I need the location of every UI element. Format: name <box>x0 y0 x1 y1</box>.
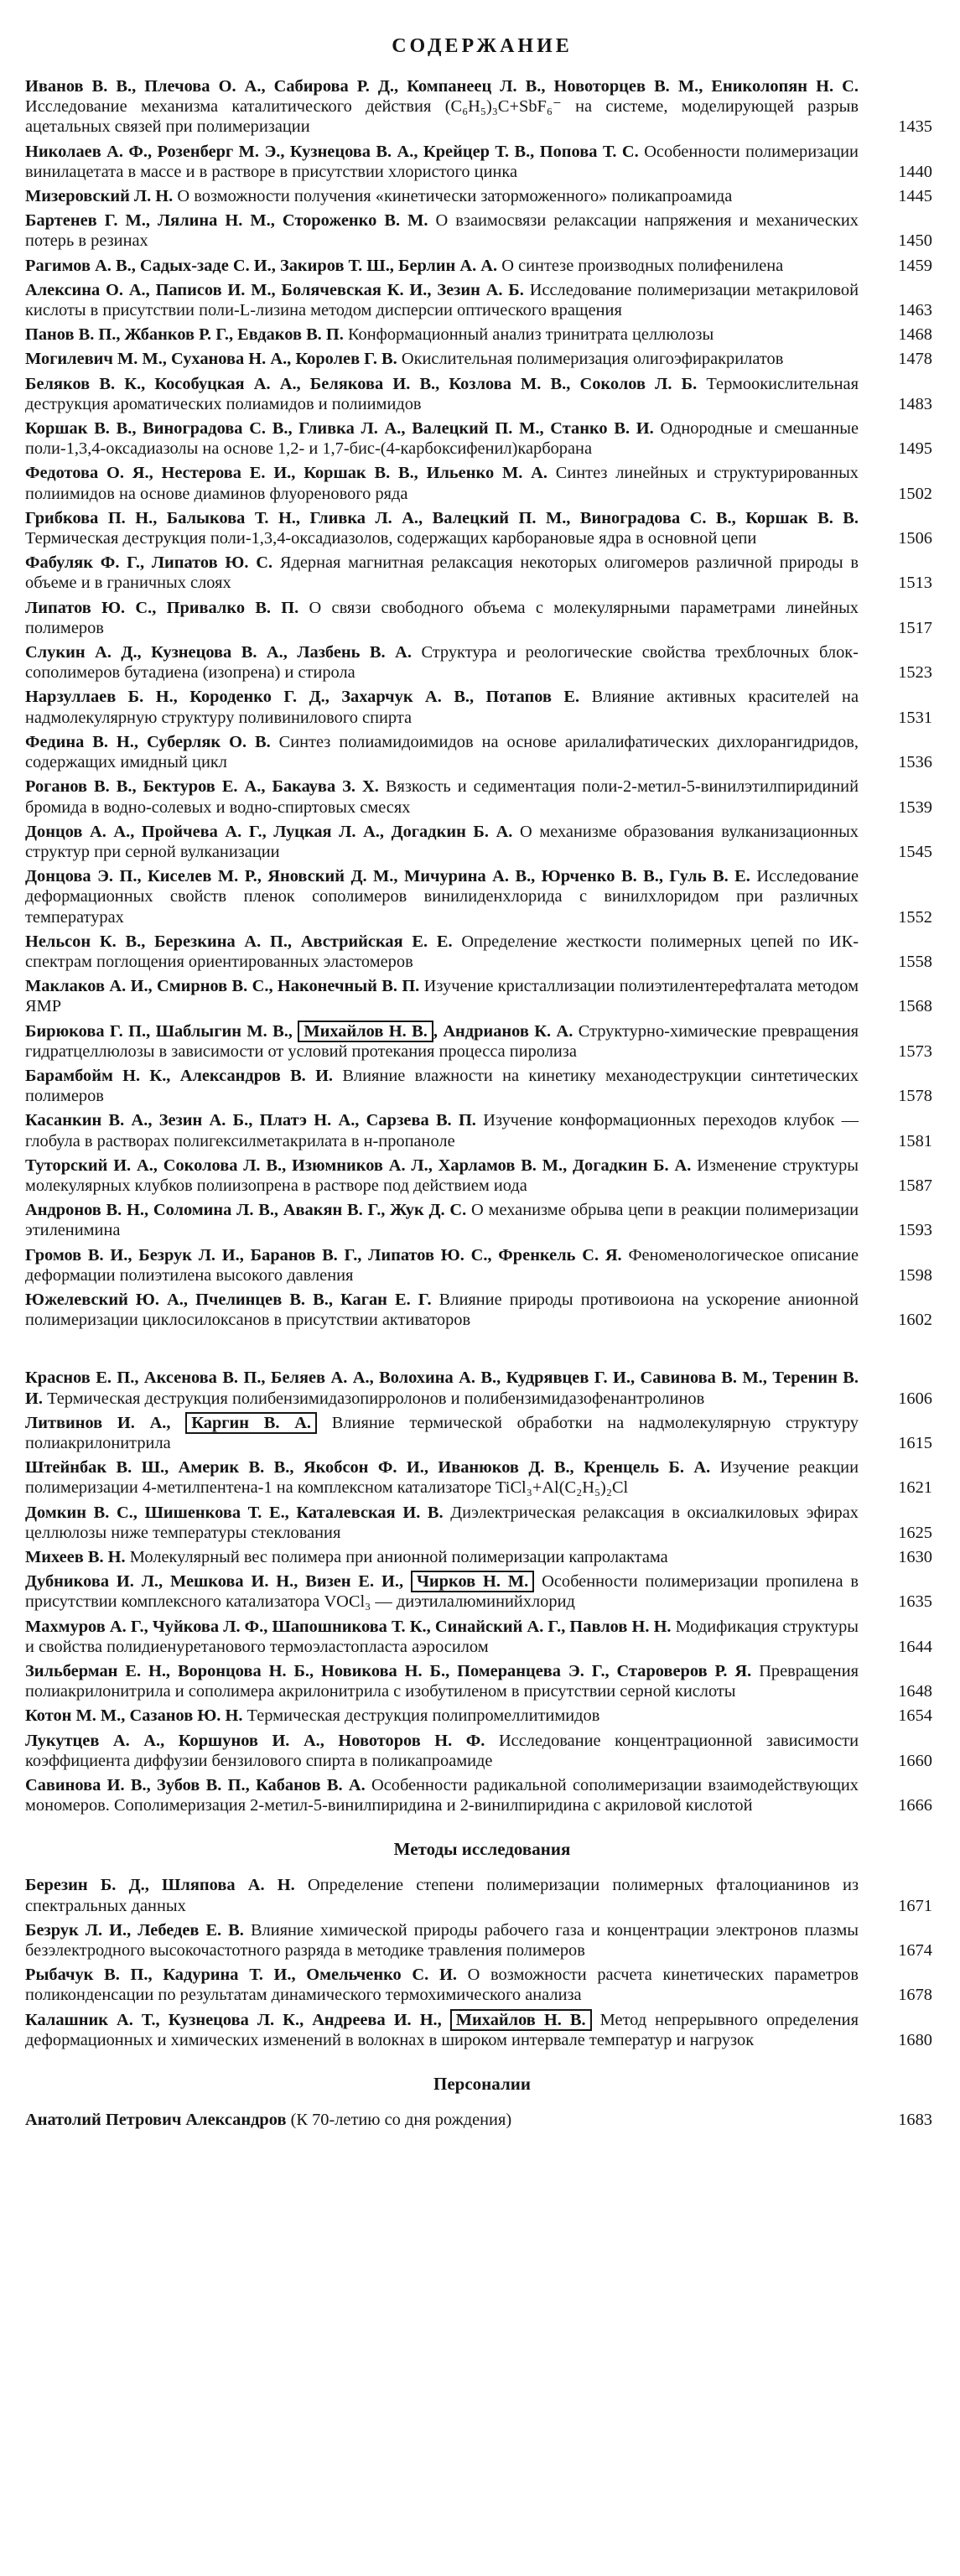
toc-entry[interactable] <box>25 822 939 862</box>
toc-entry[interactable] <box>25 325 939 345</box>
toc-entry[interactable] <box>25 1413 939 1453</box>
entry-authors: Калашник А. Т., Кузнецова Л. К., Андреева И. Н., <box>25 2010 442 2029</box>
toc-entry[interactable] <box>25 1731 939 1771</box>
entry-title: Изучение реакции полимеризации 4-метилпентена-1 на комплексном катализаторе TiCl₃+Al(C₂H₅)₂Cl <box>25 1458 859 1498</box>
entry-title: О механизме обрыва цепи в реакции полимеризации этиленимина <box>25 1201 859 1240</box>
page-number: 1654 <box>898 1706 932 1726</box>
entry-authors: Роганов В. В., Бектуров Е. А., Бакаува З. Х. <box>25 777 379 797</box>
entry-title: Модификация структуры и свойства полидиенуретанового термоэластопласта аэросилом <box>25 1617 859 1656</box>
entry-authors: Андронов В. Н., Соломина Л. В., Авакян В. Г., Жук Д. С. <box>25 1201 467 1220</box>
contents-page <box>25 12 939 2134</box>
entry-title: Диэлектрическая релаксация в оксиалкиловых эфирах целлюлозы ниже температуры стеклования <box>25 1503 859 1542</box>
toc-entry[interactable] <box>25 1571 939 1612</box>
deceased-author-box: Михайлов Н. В. <box>450 2009 592 2031</box>
entry-title: О механизме образования вулканизационных структур при серной вулканизации <box>25 822 859 861</box>
entry-title: Термоокислительная деструкция ароматических полиамидов и полиимидов <box>25 374 859 413</box>
entry-authors: Южелевский Ю. А., Пчелинцев В. В., Каган Е. Г. <box>25 1290 432 1309</box>
entry-title: Окислительная полимеризация олигоэфиракрилатов <box>401 350 784 369</box>
contents-group <box>25 1839 939 2050</box>
page-number: 1445 <box>898 187 932 206</box>
toc-entry[interactable] <box>25 2010 939 2050</box>
toc-entry[interactable] <box>25 1200 939 1240</box>
entry-title: Вязкость и седиментация поли-2-метил-5-винилэтилпиридиний бромида в водно-солевых и водно-спиртовых смесях <box>25 777 859 817</box>
toc-entry[interactable] <box>25 463 939 503</box>
toc-entry[interactable] <box>25 1110 939 1150</box>
page-number: 1630 <box>898 1548 932 1566</box>
page-number: 1587 <box>898 1176 932 1195</box>
toc-entry[interactable] <box>25 1066 939 1106</box>
entry-authors: Липатов Ю. С., Привалко В. П. <box>25 598 299 617</box>
entry-authors: Бартенев Г. М., Лялина Н. М., Стороженко В. М. <box>25 211 428 231</box>
page-number: 1666 <box>898 1796 932 1815</box>
entry-authors: Нельсон К. В., Березкина А. П., Австрийская Е. Е. <box>25 932 453 951</box>
entry-title: Метод непрерывного определения деформационных и химических изменений в волокнах в широком интервале температур и нагрузок <box>25 2010 859 2049</box>
page-number: 1621 <box>898 1478 932 1498</box>
entry-authors: Федотова О. Я., Нестерова Е. И., Коршак В. В., Ильенко М. А. <box>25 464 547 483</box>
page-number: 1578 <box>898 1087 932 1106</box>
entry-title: Синтез линейных и структурированных полиимидов на основе диаминов флуоренового ряда <box>25 464 859 503</box>
toc-entry[interactable] <box>25 508 939 548</box>
toc-entry[interactable] <box>25 598 939 638</box>
entry-title: Структура и реологические свойства трехблочных блок-сополимеров бутадиена (изопрена) и стирола <box>25 643 859 683</box>
entry-authors: Иванов В. В., Плечова О. А., Сабирова Р. Д., Компанеец Л. В., Новоторцев В. М., Ениколопян Н. С. <box>25 77 859 96</box>
page-number: 1674 <box>898 1941 932 1961</box>
entry-authors: Березин Б. Д., Шляпова А. Н. <box>25 1876 295 1895</box>
entry-title: О взаимосвязи релаксации напряжения и механических потерь в резинах <box>25 211 859 251</box>
entry-authors: Беляков В. К., Кособуцкая А. А., Белякова И. В., Козлова М. В., Соколов Л. Б. <box>25 374 698 393</box>
entry-title: Структурно-химические превращения гидратцеллюлозы в зависимости от условий протекания процесса пиролиза <box>25 1021 859 1061</box>
page-number: 1558 <box>898 952 932 971</box>
entry-title: (К 70-летию со дня рождения) <box>290 2111 512 2130</box>
page-number: 1463 <box>898 301 932 320</box>
entry-title: Изменение структуры молекулярных клубков полиизопрена в растворе под действием иода <box>25 1156 859 1195</box>
page-number: 1523 <box>898 663 932 683</box>
toc-entry[interactable] <box>25 186 939 206</box>
entry-authors: Донцов А. А., Пройчева А. Г., Луцкая Л. А., Догадкин Б. А. <box>25 822 513 841</box>
page-number: 1644 <box>898 1637 932 1656</box>
entry-title: О возможности получения «кинетически заторможенного» поликапроамида <box>177 187 733 206</box>
entry-title: Изучение кристаллизации полиэтилентерефталата методом ЯМР <box>25 977 859 1016</box>
page-number: 1581 <box>898 1131 932 1150</box>
toc-entry[interactable] <box>25 1290 939 1330</box>
page-number: 1502 <box>898 484 932 503</box>
toc-entry[interactable] <box>25 256 939 276</box>
entry-title: Изучение конформационных переходов клубок — глобула в растворах полигексилметакрилата в н-пропаноле <box>25 1111 859 1150</box>
toc-entry[interactable] <box>25 1875 939 1915</box>
toc-entry[interactable] <box>25 1503 939 1543</box>
page-number: 1495 <box>898 439 932 459</box>
page-number: 1552 <box>898 907 932 927</box>
entry-title: Влияние влажности на кинетику механодеструкции синтетических полимеров <box>25 1066 859 1106</box>
entry-authors: Коршак В. В., Виноградова С. В., Гливка Л. А., Валецкий П. М., Станко В. И. <box>25 419 654 439</box>
toc-entry[interactable] <box>25 1965 939 2005</box>
entry-title: Термическая деструкция полибензимидазопирролонов и полибензимидазофенантролинов <box>47 1389 705 1408</box>
toc-entry[interactable] <box>25 280 939 320</box>
toc-entry[interactable] <box>25 642 939 683</box>
entry-authors: Слукин А. Д., Кузнецова В. А., Лазбень В. А. <box>25 643 412 662</box>
entry-title: Термическая деструкция полипромеллитимидов <box>246 1706 600 1726</box>
entry-authors: Громов В. И., Безрук Л. И., Баранов В. Г., Липатов Ю. С., Френкель С. Я. <box>25 1245 622 1265</box>
toc-entry[interactable] <box>25 1775 939 1815</box>
entry-authors: Литвинов И. А., <box>25 1413 171 1432</box>
entry-title: Конформационный анализ тринитрата целлюлозы <box>347 325 714 345</box>
entry-authors: Рагимов А. В., Садых-заде С. И., Закиров Т. Ш., Берлин А. А. <box>25 256 498 275</box>
toc-entry[interactable] <box>25 866 939 927</box>
entry-authors: Бирюкова Г. П., Шаблыгин М. В., <box>25 1021 293 1041</box>
entry-title: Определение степени полимеризации полимерных фталоцианинов из спектральных данных <box>25 1876 859 1915</box>
page-number: 1545 <box>898 842 932 861</box>
entry-authors: Махмуров А. Г., Чуйкова Л. Ф., Шапошникова Т. К., Синайский А. Г., Павлов Н. Н. <box>25 1617 672 1636</box>
entry-authors: Лукутцев А. А., Коршунов И. А., Новоторов Н. Ф. <box>25 1731 485 1750</box>
entry-authors: Нарзуллаев Б. Н., Короденко Г. Д., Захарчук А. В., Потапов Е. <box>25 688 580 707</box>
toc-entry[interactable] <box>25 349 939 369</box>
entry-title: Особенности радикальной сополимеризации взаимодействующих мономеров. Сополимеризация 2-метил-5-винилпиридина и 2-винилпиридина с акриловой кислотой <box>25 1776 859 1815</box>
entry-authors: Безрук Л. И., Лебедев Е. В. <box>25 1920 244 1940</box>
entry-authors: Дубникова И. Л., Мешкова И. Н., Визен Е. И., <box>25 1572 404 1592</box>
toc-entry[interactable] <box>25 1547 939 1567</box>
section-heading: Методы исследования <box>393 1839 571 1860</box>
entry-authors: Котон М. М., Сазанов Ю. Н. <box>25 1706 243 1726</box>
entry-authors: Домкин В. С., Шишенкова Т. Е., Каталевская И. В. <box>25 1503 444 1522</box>
toc-entry[interactable] <box>25 1368 939 1408</box>
page-number: 1648 <box>898 1682 932 1701</box>
entry-authors: Зильберман Е. Н., Воронцова Н. Б., Новикова Н. Б., Померанцева Э. Г., Староверов Р. Я. <box>25 1662 752 1681</box>
toc-entry[interactable] <box>25 418 939 459</box>
entry-title: О синтезе производных полифенилена <box>501 256 784 275</box>
entry-title: Влияние активных красителей на надмолекулярную структуру поливинилового спирта <box>25 688 859 727</box>
page-number: 1680 <box>898 2030 932 2049</box>
toc-entry[interactable] <box>25 687 939 727</box>
entry-title: О связи свободного объема с молекулярными параметрами линейных полимеров <box>25 598 859 637</box>
toc-entry[interactable] <box>25 1021 939 1062</box>
page-number: 1450 <box>898 231 932 251</box>
page-number: 1531 <box>898 708 932 727</box>
page-number: 1440 <box>898 162 932 181</box>
page-number: 1678 <box>898 1986 932 2005</box>
entry-authors: Фабуляк Ф. Г., Липатов Ю. С. <box>25 553 273 573</box>
contents-list <box>25 76 939 2130</box>
entry-authors: Штейнбак В. Ш., Америк В. В., Якобсон Ф. И., Иванюков Д. В., Кренцель Б. А. <box>25 1458 711 1478</box>
page-number: 1635 <box>898 1592 932 1612</box>
page-number: 1435 <box>898 117 932 137</box>
entry-title: О возможности расчета кинетических параметров поликонденсации по результатам динамического термохимического анализа <box>25 1966 859 2005</box>
entry-authors: Касанкин В. А., Зезин А. Б., Платэ Н. А., Сарзева В. П. <box>25 1111 476 1130</box>
page-number: 1506 <box>898 529 932 548</box>
toc-entry[interactable] <box>25 374 939 414</box>
entry-title: Превращения полиакрилонитрила и сополимера акрилонитрила с изобутиленом в присутствии серной кислоты <box>25 1662 859 1701</box>
page-number: 1615 <box>898 1433 932 1452</box>
toc-entry[interactable] <box>25 732 939 772</box>
entry-title: Влияние природы противоиона на ускорение анионной полимеризации циклосилоксанов в присутствии активаторов <box>25 1290 859 1330</box>
page-number: 1593 <box>898 1221 932 1240</box>
entry-authors: Туторский И. А., Соколова Л. В., Изюмников А. Л., Харламов В. М., Догадкин Б. А. <box>25 1156 692 1175</box>
toc-entry[interactable] <box>25 1661 939 1701</box>
toc-entry[interactable] <box>25 553 939 593</box>
toc-entry[interactable] <box>25 2110 939 2130</box>
entry-title: Молекулярный вес полимера при анионной полимеризации капролактама <box>129 1548 668 1566</box>
entry-title: Влияние химической природы рабочего газа и концентрации электронов плазмы безэлектродного высокочастотного разряда в методике травления полимеров <box>25 1920 859 1961</box>
entry-authors: Панов В. П., Жбанков Р. Г., Евдаков В. П. <box>25 325 344 345</box>
deceased-author-box: Каргин В. А. <box>185 1412 317 1434</box>
entry-authors: Могилевич М. М., Суханова Н. А., Королев Г. В. <box>25 350 397 369</box>
page-number: 1536 <box>898 753 932 772</box>
entry-authors: Савинова И. В., Зубов В. П., Кабанов В. А. <box>25 1776 366 1795</box>
entry-authors: Николаев А. Ф., Розенберг М. Э., Кузнецова В. А., Крейцер Т. В., Попова Т. С. <box>25 142 639 161</box>
page-number: 1598 <box>898 1265 932 1285</box>
toc-entry[interactable] <box>25 1156 939 1196</box>
entry-title: Синтез полиамидоимидов на основе арилалифатических дихлорангидридов, содержащих имидный цикл <box>25 732 859 772</box>
deceased-author-box: Чирков Н. М. <box>411 1571 534 1592</box>
entry-title: Особенности полимеризации пропилена в присутствии комплексного катализатора VOCl₃ — диэтилалюминийхлорид <box>25 1572 859 1612</box>
page-number: 1660 <box>898 1751 932 1770</box>
entry-title: Исследование полимеризации метакриловой кислоты в присутствии поли-L-лизина методом дисперсии оптического вращения <box>25 280 859 320</box>
entry-authors-cont: , Андрианов К. А. <box>433 1021 573 1041</box>
contents-group <box>25 2074 939 2130</box>
toc-entry[interactable] <box>25 1706 939 1726</box>
entry-title: Ядерная магнитная релаксация некоторых олигомеров различной природы в объеме и в граничных слоях <box>25 553 859 593</box>
entry-authors: Михеев В. Н. <box>25 1548 126 1566</box>
page-number: 1625 <box>898 1523 932 1542</box>
entry-title: Исследование деформационных свойств пленок сополимеров винилиденхлорида с винилхлоридом при различных температурах <box>25 867 859 927</box>
toc-entry[interactable] <box>25 932 939 972</box>
page-number: 1539 <box>898 797 932 817</box>
toc-entry[interactable] <box>25 1617 939 1657</box>
section-heading: Персоналии <box>433 2074 531 2095</box>
group-separator <box>25 1334 939 1368</box>
toc-entry[interactable] <box>25 76 939 138</box>
page-number: 1671 <box>898 1896 932 1915</box>
entry-title: Определение жесткости полимерных цепей по ИК-спектрам поглощения ориентированных эластомеров <box>25 932 859 971</box>
entry-title: Влияние термической обработки на надмолекулярную структуру полиакрилонитрила <box>25 1413 859 1452</box>
entry-title: Термическая деструкция поли-1,3,4-оксадиазолов, содержащих карборановые ядра в основной цепи <box>25 529 757 548</box>
toc-entry[interactable] <box>25 1457 939 1498</box>
entry-authors: Донцова Э. П., Киселев М. Р., Яновский Д. М., Мичурина А. В., Юрченко В. В., Гуль В. Е. <box>25 867 750 886</box>
page-number: 1468 <box>898 325 932 345</box>
entry-authors: Алексина О. А., Паписов И. М., Болячевская К. И., Зезин А. Б. <box>25 280 524 299</box>
entry-authors: Барамбойм Н. К., Александров В. И. <box>25 1066 334 1085</box>
page-number: 1517 <box>898 618 932 637</box>
toc-entry[interactable] <box>25 142 939 182</box>
page-number: 1513 <box>898 574 932 593</box>
page-title: СОДЕРЖАНИЕ <box>392 35 573 57</box>
entry-authors: Маклаков А. И., Смирнов В. С., Наконечный В. П. <box>25 977 420 996</box>
page-number: 1602 <box>898 1311 932 1330</box>
page-number: 1459 <box>898 256 932 275</box>
entry-authors: Рыбачук В. П., Кадурина Т. И., Омельченко С. И. <box>25 1966 457 1985</box>
page-number: 1573 <box>898 1041 932 1061</box>
page-number: 1683 <box>898 2111 932 2130</box>
page-number: 1483 <box>898 394 932 413</box>
contents-group <box>25 76 939 1330</box>
page-number: 1568 <box>898 997 932 1016</box>
toc-entry[interactable] <box>25 210 939 251</box>
entry-title: Исследование концентрационной зависимости коэффициента диффузии бензилового спирта в поликапроамиде <box>25 1731 859 1770</box>
entry-title: Феноменологическое описание деформации полиэтилена высокого давления <box>25 1245 859 1285</box>
contents-group <box>25 1334 939 1815</box>
toc-entry[interactable] <box>25 976 939 1016</box>
toc-entry[interactable] <box>25 1920 939 1961</box>
entry-authors: Краснов Е. П., Аксенова В. П., Беляев А. А., Волохина А. В., Кудрявцев Г. И., Савинова В. М., Теренин В. И. <box>25 1368 859 1408</box>
deceased-author-box: Михайлов Н. В. <box>298 1021 433 1042</box>
page-number: 1478 <box>898 350 932 369</box>
page-number: 1606 <box>898 1389 932 1408</box>
entry-authors: Анатолий Петрович Александров <box>25 2111 287 2130</box>
entry-title: Однородные и смешанные поли-1,3,4-оксадиазолы на основе 1,2- и 1,7-бис-(4-карбоксифенил)карборана <box>25 419 859 459</box>
entry-title: Особенности полимеризации винилацетата в массе и в растворе в присутствии хлористого цинка <box>25 142 859 181</box>
entry-authors: Грибкова П. Н., Балыкова Т. Н., Гливка Л. А., Валецкий П. М., Виноградова С. В., Коршак В. В. <box>25 508 859 527</box>
entry-authors: Федина В. Н., Суберляк О. В. <box>25 732 271 751</box>
entry-title: Исследование механизма каталитического действия (C₆H₅)₃C+SbF₆⁻ на системе, моделирующей разрыв ацетальных связей при полимеризации <box>25 97 859 137</box>
toc-entry[interactable] <box>25 1245 939 1285</box>
entry-authors: Мизеровский Л. Н. <box>25 187 174 206</box>
toc-entry[interactable] <box>25 776 939 817</box>
